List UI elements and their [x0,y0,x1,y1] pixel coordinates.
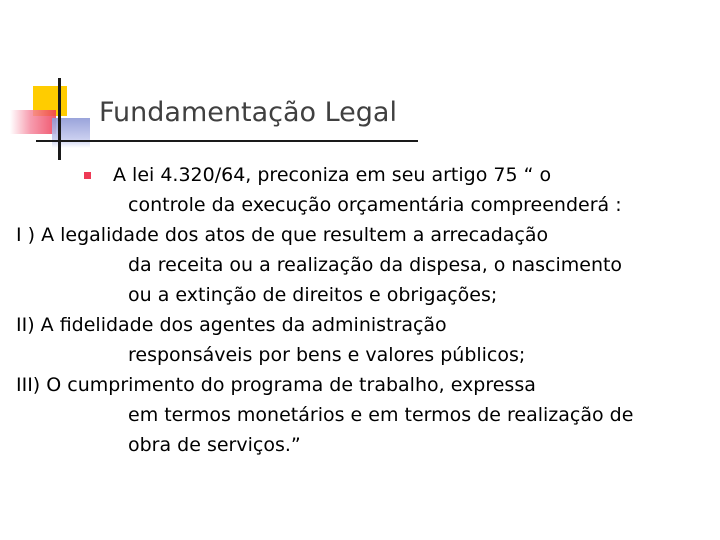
list-item [16,370,706,460]
intro-line: A lei 4.320/64, preconiza em seu artigo 75 “ o [113,164,552,186]
list-item-line: em termos monetários e em termos de realização de [128,404,634,426]
slide-title: Fundamentação Legal [99,97,397,128]
list-item [16,310,706,370]
decorative-vertical-line [58,78,61,160]
list-item-line: III) O cumprimento do programa de trabalho, expressa [16,374,536,396]
list-item [16,220,706,310]
bullet-icon [84,172,91,179]
list-item-line: ou a extinção de direitos e obrigações; [128,284,498,306]
list-item-line: I ) A legalidade dos atos de que resultem a arrecadação [16,224,549,246]
list-item-line: da receita ou a realização da dispesa, o nascimento [128,254,623,276]
list-item-line: obra de serviços.” [128,434,301,456]
intro-paragraph [16,160,706,220]
slide-body [16,160,706,460]
list-item-line: responsáveis por bens e valores públicos; [128,344,526,366]
list-item-line: II) A fidelidade dos agentes da administração [16,314,447,336]
intro-line: controle da execução orçamentária compreenderá : [128,194,622,216]
title-underline [36,140,418,142]
decorative-red-bar [10,110,56,134]
